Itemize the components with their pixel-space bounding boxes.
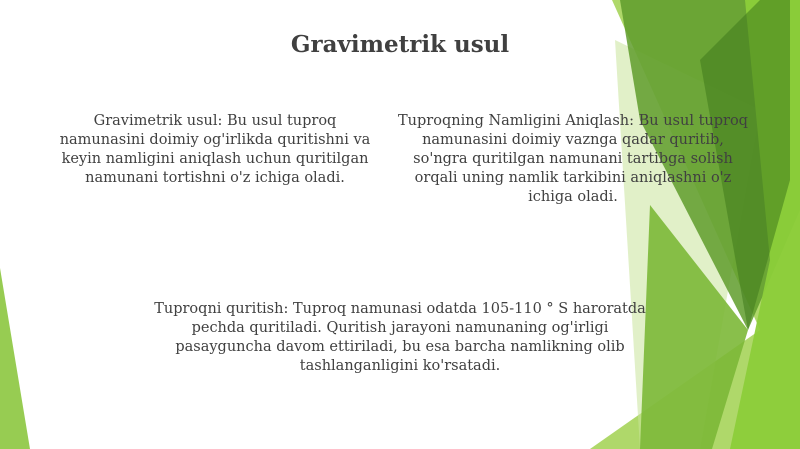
text-block-right: Tuproqning Namligini Aniqlash: Bu usul tuproq namunasini doimiy vaznga qadar quritib, so'ngra quritilgan namunani tartibga solish orqali uning namlik tarkibini aniqlashni o'z ichiga oladi. [398, 113, 748, 205]
left-edge-accent [0, 268, 30, 449]
page-title: Gravimetrik usul [290, 31, 510, 58]
text-block-bottom: Tuproqni quritish: Tuproq namunasi odatda 105-110 ° S haroratda pechda quritiladi. Quritish jarayoni namunaning og'irligi pasayguncha davom ettiriladi, bu esa barcha namlikning olib tashlanganligini ko'rsatadi. [154, 301, 646, 374]
text-block-left: Gravimetrik usul: Bu usul tuproq namunasini doimiy og'irlikda quritishni va keyin namligini aniqlash uchun quritilgan namunani tortishni o'z ichiga oladi. [59, 113, 371, 186]
